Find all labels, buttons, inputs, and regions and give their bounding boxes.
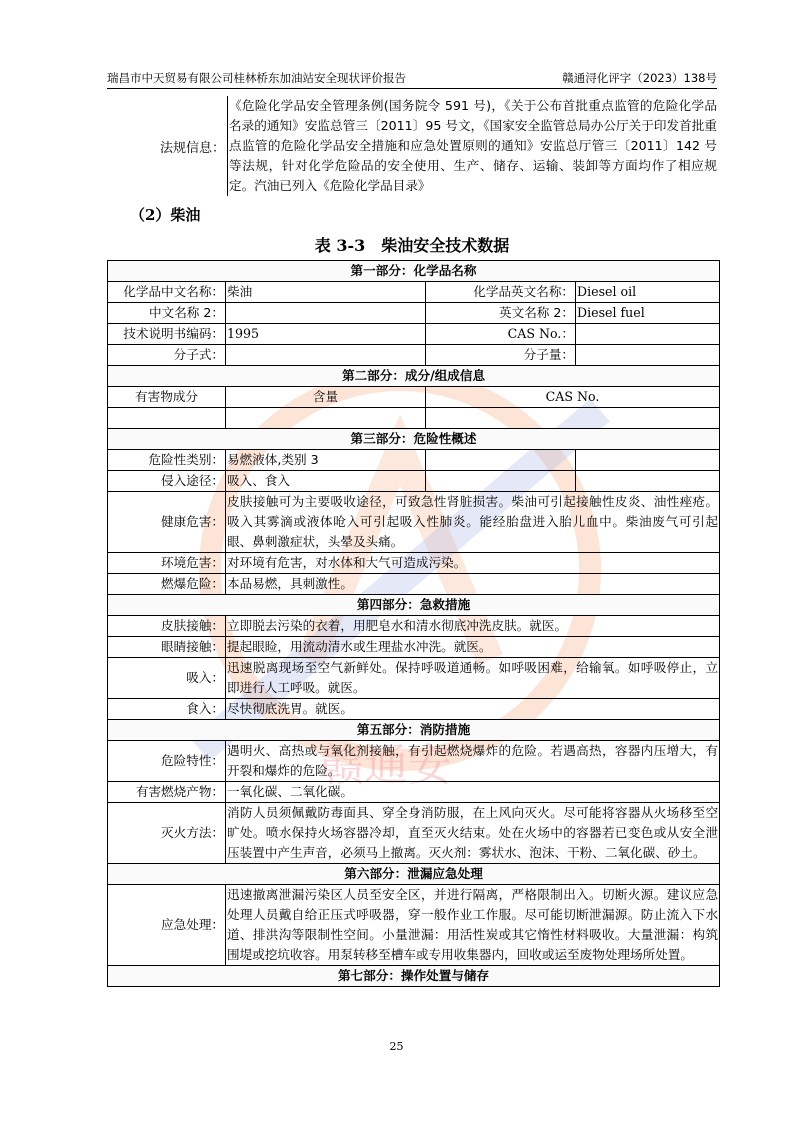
col-content: 含量 (226, 387, 426, 408)
part6-title: 第六部分：泄漏应急处理 (108, 864, 720, 885)
spec-code-value: 1995 (226, 324, 426, 345)
col-cas: CAS No. (426, 387, 720, 408)
emergency-value: 迅速撤离泄漏污染区人员至安全区，并进行隔离，严格限制出入。切断火源。建议应急处理人员戴自给正压式呼吸器，穿一般作业工作服。尽可能切断泄漏源。防止流入下水道、排洪沟等限制性空间。小量泄漏：用活性炭或其它惰性材料吸收。大量泄漏：构筑围堤或挖坑收容。用泵转移至槽车或专用收集器内，回收或运至废物处理场所处置。 (226, 885, 720, 966)
table-title: 表 3-3 柴油安全技术数据 (314, 236, 510, 255)
inhale-value: 迅速脱离现场至空气新鲜处。保持呼吸道通畅。如呼吸困难，给输氧。如呼吸停止，立即进行人工呼吸。就医。 (226, 658, 720, 699)
table-row (108, 885, 720, 966)
table-row (108, 471, 720, 492)
watermark-text: 赣通安 (320, 740, 452, 791)
table-row (108, 637, 720, 658)
empty-cell (576, 450, 720, 471)
inhale-label: 吸入： (108, 658, 226, 699)
section-header-row (108, 429, 720, 450)
section-header-row (108, 261, 720, 282)
diesel-safety-data-table (107, 260, 720, 987)
extinguish-label: 灭火方法： (108, 803, 226, 864)
health-value: 皮肤接触可为主要吸收途径，可致急性肾脏损害。柴油可引起接触性皮炎、油性痤疮。吸入其雾滴或液体呛入可引起吸入性肺炎。能经胎盘进入胎儿血中。柴油废气可引起眼、鼻刺激症状，头晕及头痛。 (226, 492, 720, 553)
cn-name2-label: 中文名称 2： (108, 303, 226, 324)
combustion-label: 有害燃烧产物： (108, 782, 226, 803)
route-label: 侵入途径： (108, 471, 226, 492)
route-value: 吸入、食入 (226, 471, 426, 492)
formula-label: 分子式： (108, 345, 226, 366)
skin-label: 皮肤接触： (108, 616, 226, 637)
cas-value (576, 324, 720, 345)
en-name-value: Diesel oil (576, 282, 720, 303)
section-header-row (108, 966, 720, 987)
combustion-value: 一氧化碳、二氧化碳。 (226, 782, 720, 803)
table-row (108, 574, 720, 595)
extinguish-value: 消防人员须佩戴防毒面具、穿全身消防服，在上风向灭火。尽可能将容器从火场移至空旷处。喷水保持火场容器冷却，直至灭火结束。处在火场中的容器若已变色或从安全泄压装置中产生声音，必须马上撤离。灭火剂：雾状水、泡沫、干粉、二氧化碳、砂土。 (226, 803, 720, 864)
spec-code-label: 技术说明书编码： (108, 324, 226, 345)
env-value: 对环境有危害，对水体和大气可造成污染。 (226, 553, 720, 574)
ingest-value: 尽快彻底洗胃。就医。 (226, 699, 720, 720)
section-header-row (108, 864, 720, 885)
formula-value (226, 345, 426, 366)
table-row (108, 616, 720, 637)
table-row (108, 658, 720, 699)
eye-label: 眼睛接触： (108, 637, 226, 658)
section-subheading: （2）柴油 (130, 206, 201, 224)
empty-cell (426, 450, 576, 471)
hazard-class-value: 易燃液体,类别 3 (226, 450, 426, 471)
fire-label: 燃爆危险： (108, 574, 226, 595)
table-row (108, 782, 720, 803)
table-row (108, 282, 720, 303)
part5-title: 第五部分：消防措施 (108, 720, 720, 741)
col-harmful: 有害物成分 (108, 387, 226, 408)
header-report-number: 赣通浔化评字（2023）138号 (562, 71, 717, 85)
hazard-class-label: 危险性类别： (108, 450, 226, 471)
legal-info-label: 法规信息： (159, 140, 225, 156)
en-name2-value: Diesel fuel (576, 303, 720, 324)
table-row (108, 345, 720, 366)
section-header-row (108, 595, 720, 616)
legal-info-block (107, 96, 717, 196)
table-row (108, 699, 720, 720)
health-label: 健康危害： (108, 492, 226, 553)
hazard-char-label: 危险特性： (108, 741, 226, 782)
table-row (108, 324, 720, 345)
header-divider (107, 88, 717, 89)
part7-title: 第七部分：操作处置与储存 (108, 966, 720, 987)
part2-title: 第二部分：成分/组成信息 (108, 366, 720, 387)
en-name2-label: 英文名称 2： (426, 303, 576, 324)
empty-cell (576, 471, 720, 492)
eye-value: 提起眼睑，用流动清水或生理盐水冲洗。就医。 (226, 637, 720, 658)
emergency-label: 应急处理： (108, 885, 226, 966)
mw-value (576, 345, 720, 366)
page-header (107, 70, 717, 86)
part4-title: 第四部分：急救措施 (108, 595, 720, 616)
header-company: 瑞昌市中天贸易有限公司桂林桥东加油站安全现状评价报告 (107, 71, 406, 85)
part3-title: 第三部分：危险性概述 (108, 429, 720, 450)
empty-cell (426, 471, 576, 492)
part1-title: 第一部分：化学品名称 (108, 261, 720, 282)
cn-name2-value (226, 303, 426, 324)
table-row (108, 803, 720, 864)
table-row (108, 492, 720, 553)
fire-value: 本品易燃，具刺激性。 (226, 574, 720, 595)
empty-cell (108, 408, 226, 429)
en-name-label: 化学品英文名称： (426, 282, 576, 303)
table-row (108, 303, 720, 324)
table-row (108, 553, 720, 574)
env-label: 环境危害： (108, 553, 226, 574)
ingest-label: 食入： (108, 699, 226, 720)
cas-label: CAS No.： (426, 324, 576, 345)
mw-label: 分子量： (426, 345, 576, 366)
table-row (108, 408, 720, 429)
table-row (108, 450, 720, 471)
skin-value: 立即脱去污染的衣着，用肥皂水和清水彻底冲洗皮肤。就医。 (226, 616, 720, 637)
table-row (108, 741, 720, 782)
table-row (108, 387, 720, 408)
section-header-row (108, 366, 720, 387)
empty-cell (426, 408, 720, 429)
hazard-char-value: 遇明火、高热或与氧化剂接触，有引起燃烧爆炸的危险。若遇高热，容器内压增大，有开裂和爆炸的危险。 (226, 741, 720, 782)
cn-name-label: 化学品中文名称： (108, 282, 226, 303)
page-number: 25 (389, 1040, 404, 1053)
empty-cell (226, 408, 426, 429)
section-header-row (108, 720, 720, 741)
legal-info-text: 《危险化学品安全管理条例(国务院令 591 号)，《关于公布首批重点监管的危险化学品名录的通知》安监总管三〔2011〕95 号文，《国家安全监管总局办公厅关于印发首批重点监管的危险化学品安全措施和应急处置原则的通知》安监总厅管三〔2011〕142 号等法规，针对化学危险品的安全使用、生产、储存、运输、装卸等方面均作了相应规定。汽油已列入《危险化学品目录》 (227, 96, 717, 196)
cn-name-value: 柴油 (226, 282, 426, 303)
